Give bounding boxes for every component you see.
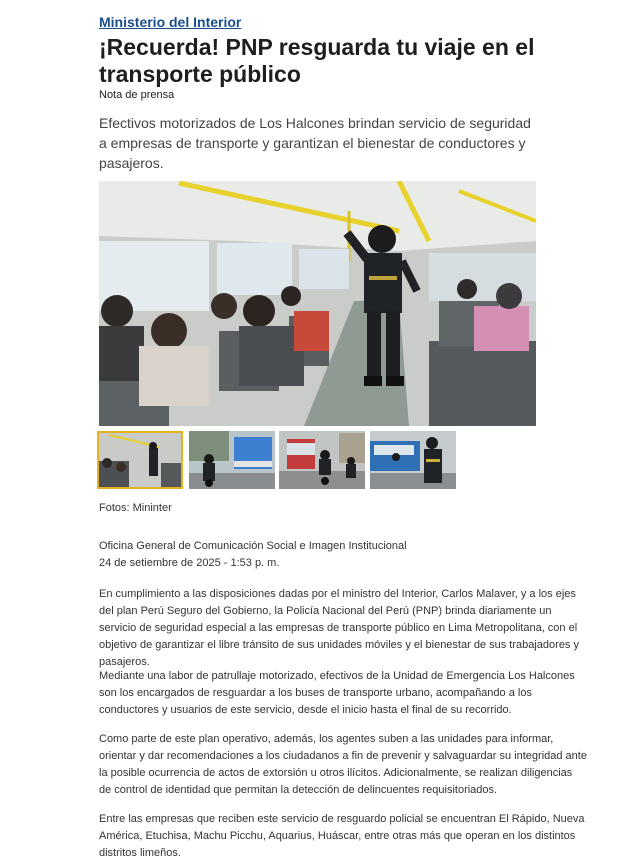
bus-interior-image [99,181,536,426]
page-title: ¡Recuerda! PNP resguarda tu viaje en el transporte público [99,34,535,87]
body-paragraph-1: En cumplimiento a las disposiciones dadas por el ministro del Interior, Carlos Malaver, y a los ejes del plan Perú Seguro del Gobierno, la Policía Nacional del Perú (PNP) brinda diariamente un servicio de seguridad especial a las empresas de transporte público en Lima Metropolitana, con el objetivo de garantizar el libre tránsito de sus unidades móviles y el bienestar de sus trabajadores y pasajeros. [99,588,579,668]
body-paragraph-3: Como parte de este plan operativo, además, los agentes suben a las unidades para informar, orientar y dar recomendaciones a los ciudadanos a fin de prevenir y salvaguardar su integridad ante la posible ocurrencia de actos de extorsión u otros ilícitos. Adicionalmente, se realizan diligencias de control de identidad que permitan la detección de delincuentes requisitoriados. [99,733,587,796]
thumbnail-2-image [189,431,275,489]
category-link[interactable]: Ministerio del Interior [99,14,242,30]
publish-date: 24 de setiembre de 2025 - 1:53 p. m. [99,557,280,569]
body-paragraph-4: Entre las empresas que reciben este servicio de resguardo policial se encuentran El Rápido, Nueva América, Etuchisa, Machu Picchu, Aquarius, Huáscar, entre otras más que operan en los distintos distritos limeños. [99,813,585,859]
main-photo [99,181,536,426]
thumbnail-4[interactable] [370,431,456,489]
office-name: Oficina General de Comunicación Social e Imagen Institucional [99,540,407,552]
article-meta [99,538,559,572]
photo-credit: Fotos: Mininter [99,502,172,514]
article-type: Nota de prensa [99,89,175,101]
thumbnail-3-image [279,431,365,489]
thumbnail-1[interactable] [97,431,183,489]
thumbnail-4-image [370,431,456,489]
thumbnail-2[interactable] [189,431,275,489]
thumbnail-1-image [99,433,183,489]
thumbnail-3[interactable] [279,431,365,489]
article-lead: Efectivos motorizados de Los Halcones brindan servicio de seguridad a empresas de transporte y garantizan el bienestar de conductores y pasajeros. [99,115,531,171]
body-paragraph-2: Mediante una labor de patrullaje motorizado, efectivos de la Unidad de Emergencia Los Halcones son los encargados de resguardar a los buses de transporte urbano, acompañando a los conductores y usuarios de este servicio, desde el inicio hasta el final de su recorrido. [99,670,575,716]
